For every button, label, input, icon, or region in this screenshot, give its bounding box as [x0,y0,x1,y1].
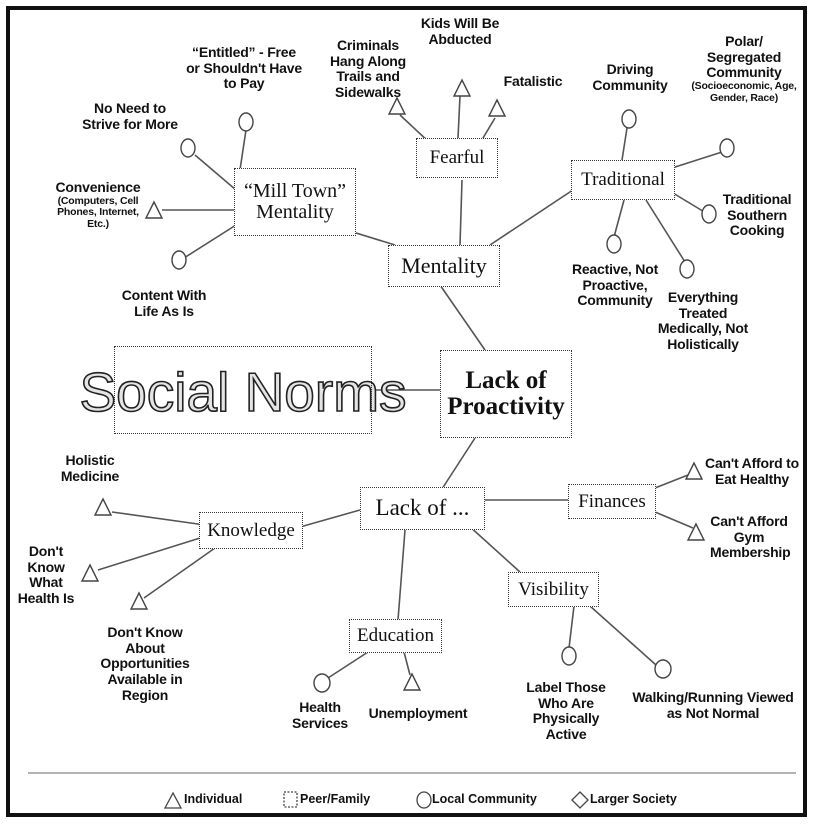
convenience-triangle-icon [146,202,162,218]
label-convenience-detail: (Computers, Cell Phones, Internet, Etc.) [57,194,139,231]
southern-circle-icon [702,205,716,223]
walking-circle-icon [655,660,671,678]
connector-center-mentality [440,285,485,350]
node-traditional: Traditional [571,160,675,200]
label-convenience-title: Convenience [55,179,141,195]
node-fearful: Fearful [416,138,498,178]
label-dont-know-health: Don't Know What Health Is [17,543,75,607]
fatalistic-triangle-icon [489,100,505,116]
label-fatalistic: Fatalistic [503,73,563,89]
label-polar-detail: (Socioeconomic, Age, Gender, Race) [691,80,797,104]
node-visibility: Visibility [508,572,599,607]
dont-know-opps-triangle-icon [131,593,147,609]
node-mill-town-line1: “Mill Town” [243,180,347,202]
legend-diamond-icon [572,792,588,808]
label-health-services: Health Services [291,699,348,731]
node-center: Lack of Proactivity [440,350,572,438]
content-circle-icon [172,251,186,269]
label-cant-gym: Can't Afford Gym Membership [710,513,791,561]
cant-eat-triangle-icon [686,463,702,479]
legend-triangle-icon [165,793,181,808]
label-cant-eat: Can't Afford to Eat Healthy [705,455,799,487]
connector-lackof-visibility [468,525,520,572]
node-social-norms [114,346,372,434]
label-medically: Everything Treated Medically, Not Holistically [657,289,749,353]
driving-circle-icon [622,110,636,128]
label-unemployment: Unemployment [368,705,468,721]
label-dont-know-opps: Don't Know About Opportunities Available in Region [100,624,190,703]
health-services-circle-icon [314,674,330,692]
label-driving: Driving Community [592,61,668,93]
node-mentality: Mentality [388,245,500,287]
node-knowledge: Knowledge [199,512,303,549]
medically-circle-icon [680,260,694,278]
connector-mentality-fearful [460,180,462,245]
label-criminals: Criminals Hang Along Trails and Sidewalks [329,37,407,101]
legend-square-icon [284,792,297,807]
node-lack-of: Lack of ... [360,487,485,530]
label-convenience [52,180,144,231]
kids-triangle-icon [454,80,470,96]
label-southern: Traditional Southern Cooking [722,191,792,239]
polar-circle-icon [720,139,734,157]
no-need-circle-icon [181,139,195,157]
connector-lackof-knowledge [300,510,360,527]
label-walking: Walking/Running Viewed as Not Normal [632,689,794,721]
legend-peer-family-label: Peer/Family [300,792,371,806]
label-content: Content With Life As Is [121,287,207,319]
node-education: Education [349,619,442,653]
entitled-circle-icon [239,113,253,131]
legend-local-community [432,792,537,806]
reactive-circle-icon [607,235,621,253]
legend-larger-society [590,792,677,806]
node-mill-town [234,168,356,236]
label-no-need: No Need to Strive for More [82,100,178,132]
legend-local-community-label: Local Community [432,792,537,806]
legend-individual-label: Individual [184,792,243,806]
connector-center-lack-of [440,438,475,492]
label-label-those: Label Those Who Are Physically Active [526,679,606,743]
legend-individual [184,792,242,806]
label-polar-title: Polar/ Segregated Community [706,33,782,81]
legend-peer-family [300,792,370,806]
unemployment-triangle-icon [404,674,420,690]
legend-larger-society-label: Larger Society [590,792,677,806]
dont-know-health-triangle-icon [82,565,98,581]
node-finances: Finances [568,484,656,519]
legend-circle-icon [417,792,431,808]
label-polar [688,34,800,105]
holistic-triangle-icon [95,499,111,515]
label-entitled: “Entitled” - Free or Shouldn't Have to Pay [186,44,302,92]
label-reactive: Reactive, Not Proactive, Community [571,261,659,309]
label-holistic: Holistic Medicine [60,452,120,484]
connector-lackof-education [398,530,405,620]
label-those-circle-icon [562,647,576,665]
node-mill-town-line2: Mentality [256,201,334,223]
social-norms-text: Social Norms [79,361,407,423]
label-kids: Kids Will Be Abducted [420,15,500,47]
